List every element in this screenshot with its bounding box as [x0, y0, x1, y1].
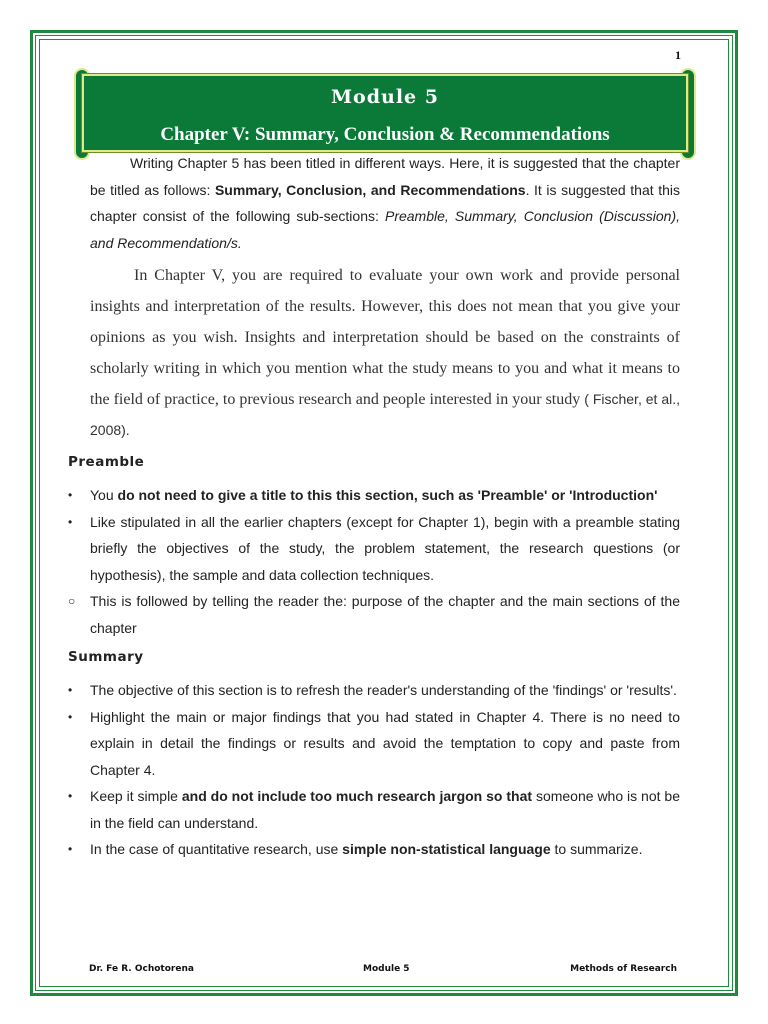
- preamble-list: [68, 482, 680, 641]
- item-text: Like stipulated in all the earlier chapters (except for Chapter 1), begin with a preamble stating briefly the objectives of the study, the problem statement, the research questions (or hypothesis), the sample and data collection techniques.: [90, 513, 680, 583]
- main-content: [68, 150, 680, 863]
- list-item: [68, 482, 680, 509]
- chapter-v-paragraph: [68, 260, 680, 446]
- item-text: Highlight the main or major findings that you had stated in Chapter 4. There is no need to explain in detail the findings or results and avoid the temptation to copy and paste from Chapter 4.: [90, 708, 680, 778]
- list-item: [68, 509, 680, 589]
- intro-text-b: . It is suggested that this chapter consist of the following sub-sections:: [90, 181, 680, 224]
- summary-heading: Summary: [68, 649, 144, 665]
- item-text-post: to summarize.: [550, 841, 643, 857]
- list-item: [68, 588, 680, 641]
- item-text: The objective of this section is to refresh the reader's understanding of the 'findings' or 'results'.: [90, 682, 677, 698]
- intro-bold-title: Summary, Conclusion, and Recommendations: [214, 181, 526, 198]
- item-text: You: [90, 487, 118, 503]
- list-item: [68, 677, 680, 704]
- footer-author: Dr. Fe R. Ochotorena: [89, 964, 194, 974]
- page-footer: [89, 962, 677, 978]
- module-title: Module 5: [331, 86, 439, 108]
- footer-module: Module 5: [363, 964, 410, 974]
- paragraph2-text: In Chapter V, you are required to evaluate your own work and provide personal insights and interpretation of the results. However, this does not mean that you give your opinions as you wish. Insights and interpretation should be based on the constraints of scholarly writing in which you mention what the study means to you and what it means to the field of practice, to previous research and people interested in your study: [90, 267, 680, 408]
- bullet-marker: •: [68, 683, 73, 697]
- bullet-marker: •: [68, 488, 73, 502]
- page-number: 1: [675, 48, 681, 62]
- intro-paragraph: [68, 150, 680, 256]
- preamble-heading: Preamble: [68, 454, 145, 470]
- bullet-marker: •: [68, 709, 73, 724]
- bullet-marker: •: [68, 842, 73, 856]
- item-bold: simple non-statistical language: [342, 841, 551, 857]
- summary-list: [68, 677, 680, 863]
- item-text: Keep it simple: [90, 788, 182, 804]
- bullet-marker: •: [68, 789, 73, 803]
- intro-subsections: Preamble, Summary, Conclusion (Discussion), and Recommendation/s.: [90, 208, 681, 251]
- citation: ( Fischer, et al., 2008).: [90, 391, 680, 438]
- intro-text-a: Writing Chapter 5 has been titled in different ways. Here, it is suggested that the chapter be titled as follows:: [90, 155, 680, 198]
- module-banner: [74, 68, 696, 160]
- item-text: In the case of quantitative research, use: [90, 841, 343, 857]
- list-item: [68, 836, 680, 863]
- item-bold: and do not include too much research jargon so that: [181, 788, 533, 804]
- chapter-title: Chapter V: Summary, Conclusion & Recommendations: [160, 124, 610, 145]
- footer-course: Methods of Research: [570, 964, 677, 974]
- banner-body: [82, 74, 688, 152]
- bullet-marker: •: [68, 514, 73, 529]
- circle-bullet-marker: ○: [68, 594, 76, 608]
- list-item: [68, 704, 680, 784]
- item-text: This is followed by telling the reader the: purpose of the chapter and the main sections of the chapter: [90, 593, 680, 636]
- item-bold: do not need to give a title to this this section, such as 'Preamble' or 'Introduction': [117, 487, 658, 503]
- list-item: [68, 783, 680, 836]
- item-text-post: someone who is not be in the field can understand.: [90, 788, 680, 831]
